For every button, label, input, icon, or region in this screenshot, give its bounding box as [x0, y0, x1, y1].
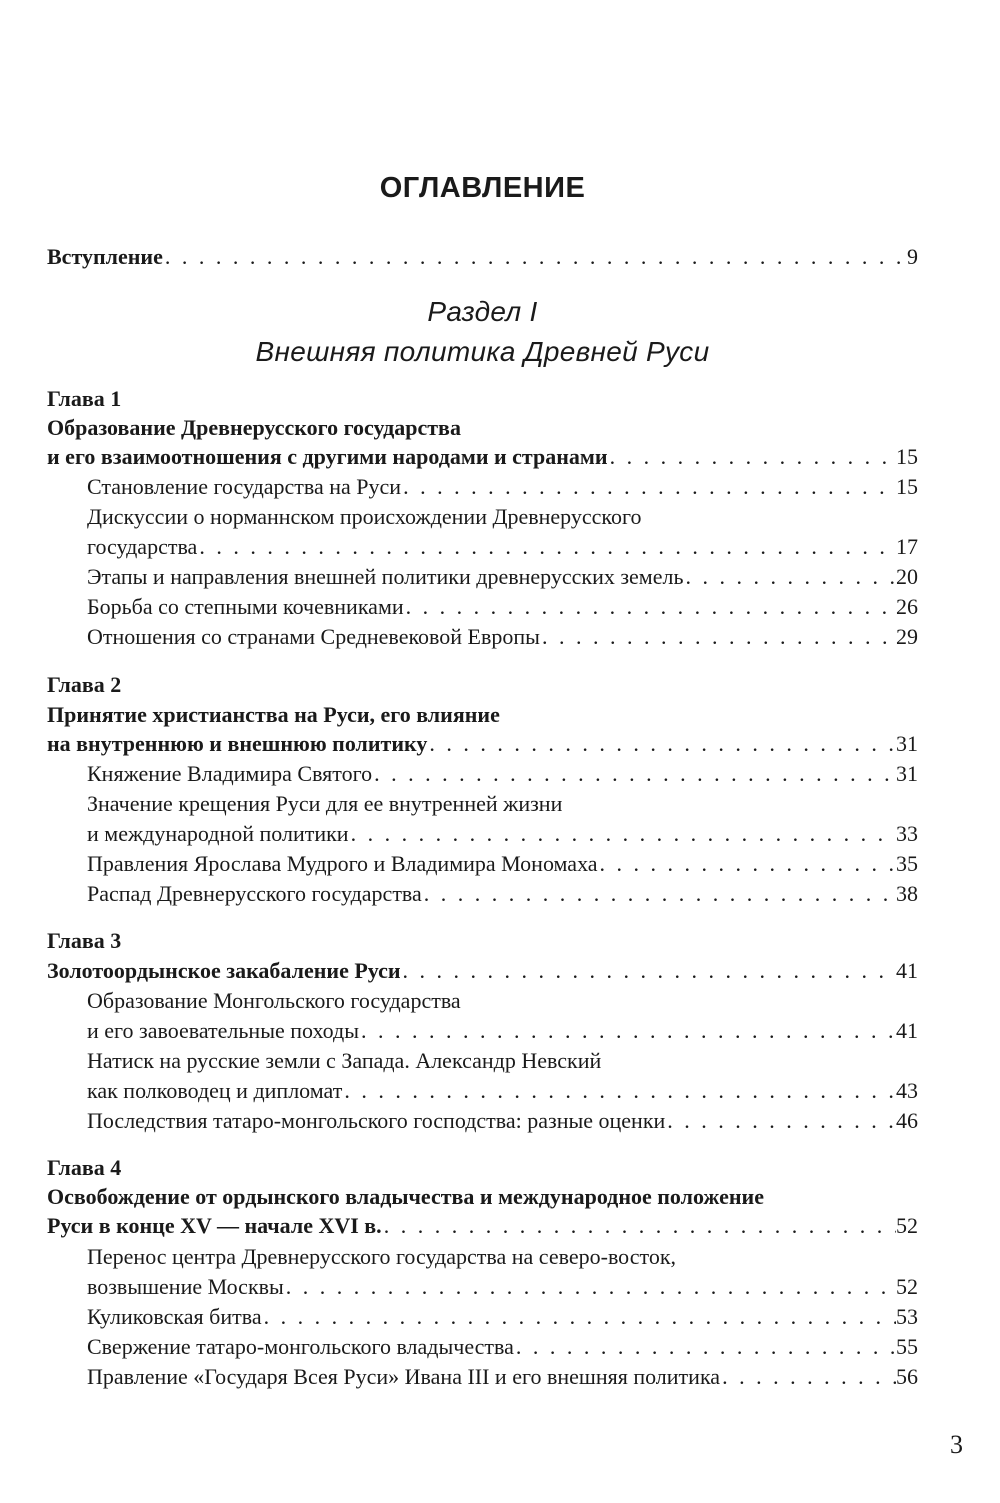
- chapter-label: Глава 3: [47, 928, 122, 953]
- chapter-title-line: Образование Древнерусского государства: [47, 415, 461, 440]
- toc-entry-chapter-1[interactable]: [47, 442, 918, 472]
- toc-entry[interactable]: [87, 879, 918, 909]
- entry-page: 29: [896, 624, 918, 649]
- entry-page: 53: [896, 1304, 918, 1329]
- entry-title: на внутреннюю и внешнюю политику: [47, 731, 428, 756]
- entry-page: 31: [896, 761, 918, 786]
- entry-title: Княжение Владимира Святого: [87, 761, 373, 786]
- entry-page: 38: [896, 881, 918, 906]
- entry-title: как полководец и дипломат: [87, 1078, 343, 1103]
- entry-title: Куликовская битва: [87, 1304, 262, 1329]
- entry-title: Становление государства на Руси: [87, 474, 402, 499]
- entry-page: 9: [907, 244, 918, 269]
- entry-title: и международной политики: [87, 821, 349, 846]
- chapter-label: Глава 2: [47, 672, 122, 697]
- entry-title: Борьба со степными кочевниками: [87, 594, 404, 619]
- entry-page: 35: [896, 851, 918, 876]
- entry-page: 17: [896, 534, 918, 559]
- chapter-label: Глава 4: [47, 1155, 122, 1180]
- entry-title: и его завоевательные походы: [87, 1018, 359, 1043]
- leader-dots: [427, 729, 896, 759]
- leader-dots: [163, 242, 907, 272]
- entry-title: и его взаимоотношения с другими народами и странами: [47, 444, 608, 469]
- entry-title-lead: Значение крещения Руси для ее внутренней жизни: [87, 791, 563, 816]
- entry-page: 33: [896, 821, 918, 846]
- toc-entry-intro[interactable]: [47, 242, 918, 272]
- page-number: 3: [950, 1430, 963, 1459]
- entry-page: 26: [896, 594, 918, 619]
- section-title: Внешняя политика Древней Руси: [255, 336, 710, 367]
- toc-entry[interactable]: [87, 622, 918, 652]
- entry-title: государства: [87, 534, 198, 559]
- chapter-title-line: Освобождение от ордынского владычества и международное положение: [47, 1184, 764, 1209]
- leader-dots: [422, 879, 896, 909]
- section-number: Раздел I: [427, 296, 538, 327]
- toc-entry[interactable]: [87, 1076, 918, 1106]
- leader-dots: [197, 532, 896, 562]
- entry-title: Вступление: [47, 244, 163, 269]
- chapter-label: Глава 1: [47, 386, 122, 411]
- entry-page: 55: [896, 1334, 918, 1359]
- leader-dots: [608, 442, 896, 472]
- leader-dots: [404, 592, 896, 622]
- leader-dots: [401, 472, 896, 502]
- toc-entry[interactable]: [87, 1016, 918, 1046]
- entry-page: 31: [896, 731, 918, 756]
- leader-dots: [342, 1076, 896, 1106]
- toc-entry-chapter-2[interactable]: [47, 729, 918, 759]
- toc-entry[interactable]: [87, 472, 918, 502]
- leader-dots: [382, 1211, 896, 1241]
- leader-dots: [401, 956, 896, 986]
- toc-entry[interactable]: [87, 532, 918, 562]
- toc-entry[interactable]: [87, 562, 918, 592]
- chapter-title-line: Принятие христианства на Руси, его влияние: [47, 702, 500, 727]
- leader-dots: [684, 562, 896, 592]
- entry-page: 20: [896, 564, 918, 589]
- entry-title: Отношения со странами Средневековой Европы: [87, 624, 540, 649]
- page-title: ОГЛАВЛЕНИЕ: [379, 172, 586, 204]
- entry-title-lead: Дискуссии о норманнском происхождении Древнерусского: [87, 504, 642, 529]
- entry-page: 52: [896, 1274, 918, 1299]
- entry-title: Золотоордынское закабаление Руси: [47, 958, 401, 983]
- toc-entry-chapter-4[interactable]: [47, 1211, 918, 1241]
- leader-dots: [349, 819, 896, 849]
- entry-page: 52: [896, 1213, 918, 1238]
- leader-dots: [598, 849, 896, 879]
- entry-title: Последствия татаро-монгольского господства: разные оценки: [87, 1108, 666, 1133]
- leader-dots: [359, 1016, 896, 1046]
- entry-page: 15: [896, 474, 918, 499]
- entry-title-lead: Образование Монгольского государства: [87, 988, 461, 1013]
- entry-page: 56: [896, 1364, 918, 1389]
- entry-page: 46: [896, 1108, 918, 1133]
- toc-entry[interactable]: [87, 849, 918, 879]
- leader-dots: [665, 1106, 896, 1136]
- toc-entry[interactable]: [87, 1272, 918, 1302]
- leader-dots: [514, 1332, 896, 1362]
- entry-title: Свержение татаро-монгольского владычества: [87, 1334, 514, 1359]
- toc-entry[interactable]: [87, 1362, 918, 1392]
- entry-page: 15: [896, 444, 918, 469]
- entry-title: Правления Ярослава Мудрого и Владимира Мономаха: [87, 851, 598, 876]
- entry-title-lead: Перенос центра Древнерусского государства на северо-восток,: [87, 1244, 677, 1269]
- toc-entry[interactable]: [87, 1106, 918, 1136]
- entry-page: 43: [896, 1078, 918, 1103]
- entry-page: 41: [896, 958, 918, 983]
- toc-entry-chapter-3[interactable]: [47, 956, 918, 986]
- leader-dots: [262, 1302, 896, 1332]
- entry-title: Руси в конце XV — начале XVI в.: [47, 1213, 382, 1238]
- leader-dots: [284, 1272, 896, 1302]
- entry-page: 41: [896, 1018, 918, 1043]
- entry-title: Распад Древнерусского государства: [87, 881, 422, 906]
- toc-entry[interactable]: [87, 1302, 918, 1332]
- toc-entry[interactable]: [87, 819, 918, 849]
- entry-title: возвышение Москвы: [87, 1274, 284, 1299]
- entry-title: Этапы и направления внешней политики древнерусских земель: [87, 564, 684, 589]
- leader-dots: [540, 622, 896, 652]
- leader-dots: [372, 759, 896, 789]
- leader-dots: [720, 1362, 896, 1392]
- entry-title: Правление «Государя Всея Руси» Ивана III и его внешняя политика: [87, 1364, 721, 1389]
- entry-title-lead: Натиск на русские земли с Запада. Александр Невский: [87, 1048, 602, 1073]
- toc-entry[interactable]: [87, 759, 918, 789]
- toc-entry[interactable]: [87, 592, 918, 622]
- toc-entry[interactable]: [87, 1332, 918, 1362]
